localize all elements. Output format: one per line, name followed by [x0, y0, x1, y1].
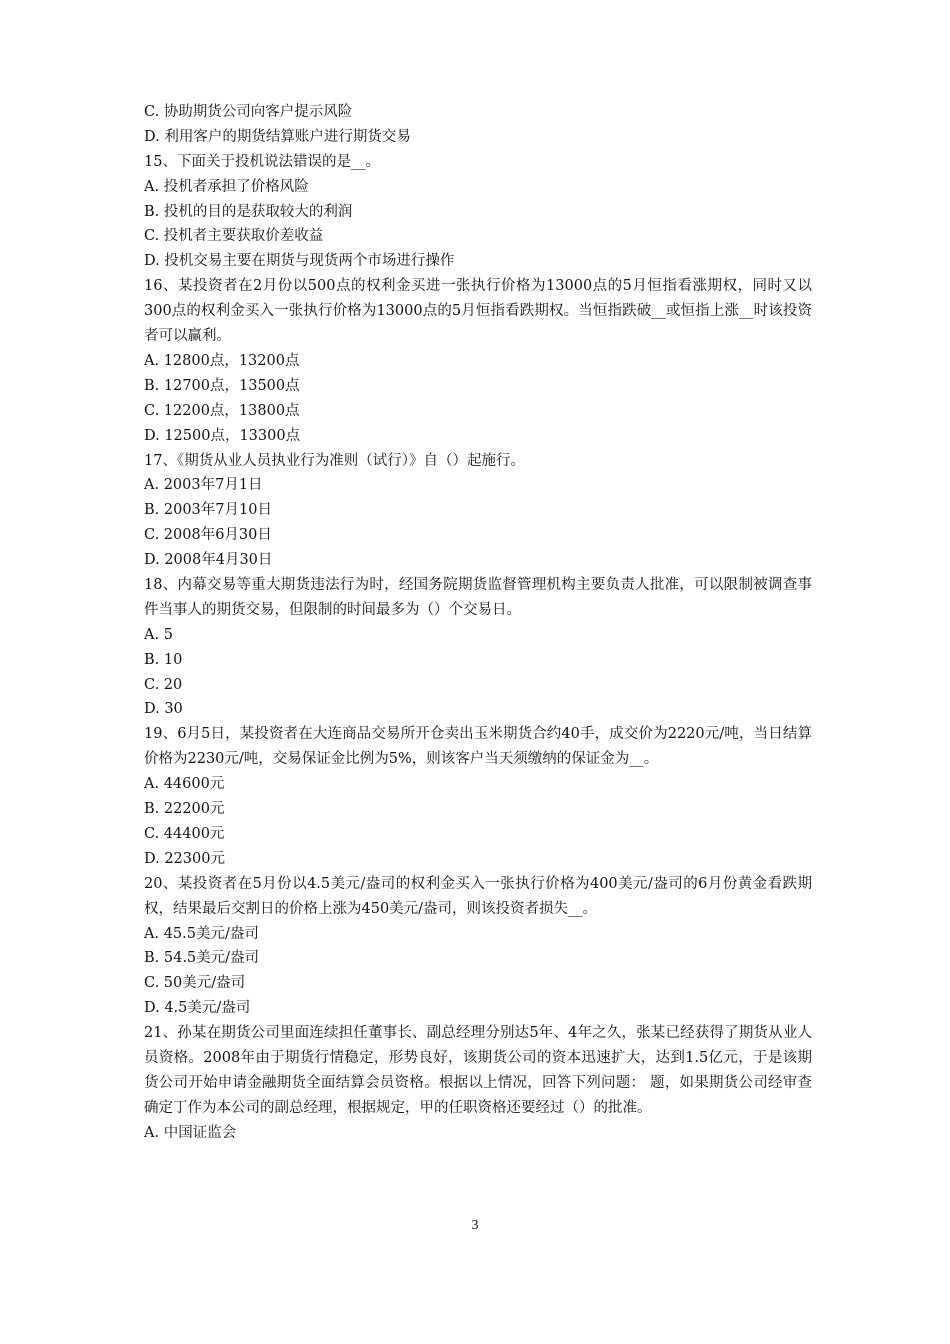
option-line: C. 投机者主要获取价差收益: [144, 228, 324, 245]
option-line: A. 5: [144, 626, 173, 643]
option-line: C. 20: [144, 676, 183, 693]
option-line: C. 12200点，13800点: [144, 402, 300, 419]
option-line: A. 中国证监会: [144, 1124, 237, 1141]
option-line: D. 4.5美元/盎司: [144, 1000, 251, 1017]
option-line: C. 44400元: [144, 825, 225, 842]
option-line: B. 2003年7月10日: [144, 502, 272, 519]
option-line: C. 2008年6月30日: [144, 527, 272, 544]
option-line: D. 30: [144, 701, 183, 718]
option-line: D. 22300元: [144, 850, 225, 867]
question-paragraph: 19、6月5日，某投资者在大连商品交易所开仓卖出玉米期货合约40手，成交价为2220元/吨，当日结算价格为2230元/吨，交易保证金比例为5%，则该客户当天须缴纳的保证金为__。: [144, 726, 812, 768]
question-line: 15、下面关于投机说法错误的是__。: [144, 153, 380, 170]
question-paragraph: 18、内幕交易等重大期货违法行为时，经国务院期货监督管理机构主要负责人批准，可以限制被调查事件当事人的期货交易，但限制的时间最多为（）个交易日。: [144, 576, 812, 618]
option-line: B. 投机的目的是获取较大的利润: [144, 203, 353, 220]
option-line: D. 投机交易主要在期货与现货两个市场进行操作: [144, 253, 455, 270]
option-line: A. 45.5美元/盎司: [144, 925, 259, 942]
option-line: A. 2003年7月1日: [144, 477, 263, 494]
option-line: B. 10: [144, 651, 183, 668]
option-line: D. 12500点，13300点: [144, 427, 301, 444]
page-content: [144, 100, 812, 1146]
option-line: A. 投机者承担了价格风险: [144, 178, 309, 195]
page-number: 3: [471, 1218, 479, 1233]
question-line: 17、《期货从业人员执业行为准则（试行）》自（）起施行。: [144, 452, 525, 469]
option-line: B. 54.5美元/盎司: [144, 950, 260, 967]
option-line: A. 44600元: [144, 776, 225, 793]
option-line: D. 利用客户的期货结算账户进行期货交易: [144, 128, 411, 145]
question-paragraph: 16、某投资者在2月份以500点的权利金买进一张执行价格为13000点的5月恒指看涨期权，同时又以300点的权利金买入一张执行价格为13000点的5月恒指看跌期权。当恒指跌破__或恒指上涨__时该投资者可以赢利。: [144, 278, 812, 345]
question-paragraph: 21、孙某在期货公司里面连续担任董事长、副总经理分别达5年、4年之久，张某已经获得了期货从业人员资格。2008年由于期货行情稳定，形势良好，该期货公司的资本迅速扩大，达到1.5亿元，于是该期货公司开始申请金融期货全面结算会员资格。根据以上情况，回答下列问题： 题，如果期货公司经审查确定丁作为本公司的副总经理，根据规定，甲的任职资格还要经过（）的批准。: [144, 1025, 812, 1116]
option-line: B. 22200元: [144, 801, 225, 818]
option-line: A. 12800点，13200点: [144, 352, 300, 369]
option-line: D. 2008年4月30日: [144, 552, 273, 569]
question-paragraph: 20、某投资者在5月份以4.5美元/盎司的权利金买入一张执行价格为400美元/盎司的6月份黄金看跌期权，结果最后交割日的价格上涨为450美元/盎司，则该投资者损失__。: [144, 875, 812, 917]
option-line: C. 协助期货公司向客户提示风险: [144, 104, 353, 120]
option-line: B. 12700点，13500点: [144, 377, 300, 394]
option-line: C. 50美元/盎司: [144, 975, 246, 992]
